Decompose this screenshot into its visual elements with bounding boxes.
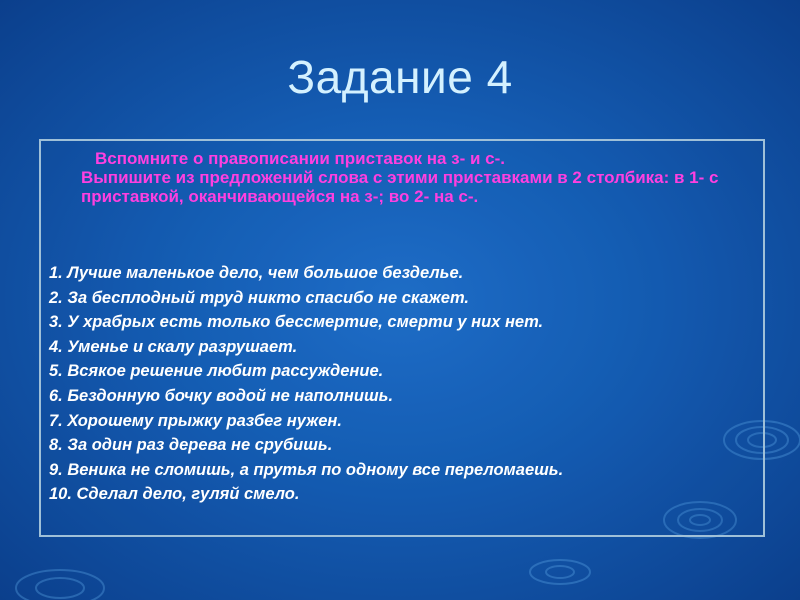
- sentence-item: 9. Веника не сломишь, а прутья по одному все переломаешь.: [49, 460, 564, 479]
- sentence-list: [49, 261, 761, 507]
- instruction-line-1: Вспомните о правописании приставок на з- и с-.: [95, 149, 505, 168]
- task-content-box: [39, 139, 765, 537]
- sentence-item: 2. За бесплодный труд никто спасибо не скажет.: [49, 288, 469, 307]
- sentence-item: 6. Бездонную бочку водой не наполнишь.: [49, 386, 394, 405]
- sentence-item: 8. За один раз дерева не срубишь.: [49, 436, 333, 455]
- sentence-item: 3. У храбрых есть только бессмертие, смерти у них нет.: [49, 313, 544, 332]
- instruction-line-2: Выпишите из предложений слова с этими приставками в 2 столбика: в 1- с приставкой, оканчивающейся на з-; во 2- на с-.: [81, 168, 719, 206]
- sentence-item: 1. Лучше маленькое дело, чем большое безделье.: [49, 264, 464, 282]
- task-instruction: [81, 149, 731, 206]
- sentence-item: 5. Всякое решение любит рассуждение.: [49, 362, 384, 381]
- sentence-item: 7. Хорошему прыжку разбег нужен.: [49, 411, 342, 430]
- slide-title: Задание 4: [287, 51, 513, 103]
- sentence-item: 10. Сделал дело, гуляй смело.: [49, 485, 300, 504]
- sentence-item: 4. Уменье и скалу разрушает.: [49, 337, 298, 356]
